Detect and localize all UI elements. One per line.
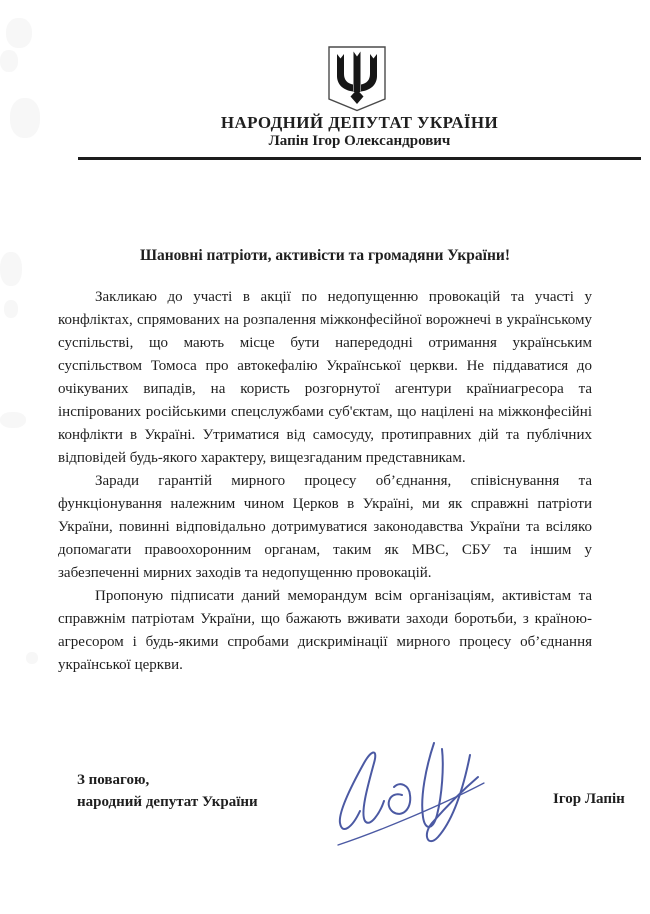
salutation: Шановні патріоти, активісти та громадяни України!: [139, 247, 511, 264]
handwritten-signature-icon: [330, 733, 490, 851]
scan-noise: [26, 652, 38, 664]
scan-noise: [4, 300, 18, 318]
paragraph-2: Заради гарантій мирного процесу об’єднання, співіснування та функціонування належним чином Церков в Україні, ми як справжні патріоти України, повинні відповідально дотримуватися законодавства України та всіляко допомагати правоохоронним органам, таким як МВС, СБУ та іншим у забезпеченні мирних заходів та недопущенню провокацій.: [58, 473, 592, 581]
scan-noise: [6, 18, 32, 48]
signer-name: Ігор Лапін: [553, 791, 625, 807]
paragraph-3: Пропоную підписати даний меморандум всім організаціям, активістам та справжнім патріотам України, що бажають вживати заходи боротьби, з країною-агресором і будь-якими спробами дискримінації мирного процесу об’єднання української церкви.: [58, 588, 592, 673]
paragraph-1: Закликаю до участі в акції по недопущенню провокацій та участі у конфліктах, спрямованих на розпалення міжконфесійної ворожнечі в українському суспільстві, що мають місце бути напередодні отримання українським суспільством Томоса про автокефалію Української церкви. Не піддаватися до очікуваних випадів, на користь розгорнутої агентури країниагресора та інспірованих російськими спецслужбами суб'єктам, що націлені на міжконфесійні конфлікти в Україні. Утриматися від самосуду, протиправних дій та публічних відповідей будь-якого характеру, вищезгаданим представникам.: [58, 289, 592, 466]
ukraine-trident-icon: [328, 46, 386, 112]
letterhead-title: НАРОДНИЙ ДЕПУТАТ УКРАЇНИ: [220, 113, 499, 132]
letterhead-deputy-name: Лапін Ігор Олександрович: [268, 133, 451, 149]
letterhead: [78, 113, 641, 160]
closing-line-1: З повагою,: [77, 772, 150, 788]
closing-line-2: народний депутат України: [77, 794, 258, 810]
letter-body: [58, 286, 592, 677]
closing-block: [77, 769, 258, 813]
scan-noise: [10, 98, 40, 138]
scan-noise: [0, 252, 22, 286]
scan-noise: [0, 412, 26, 428]
scan-noise: [0, 50, 18, 72]
